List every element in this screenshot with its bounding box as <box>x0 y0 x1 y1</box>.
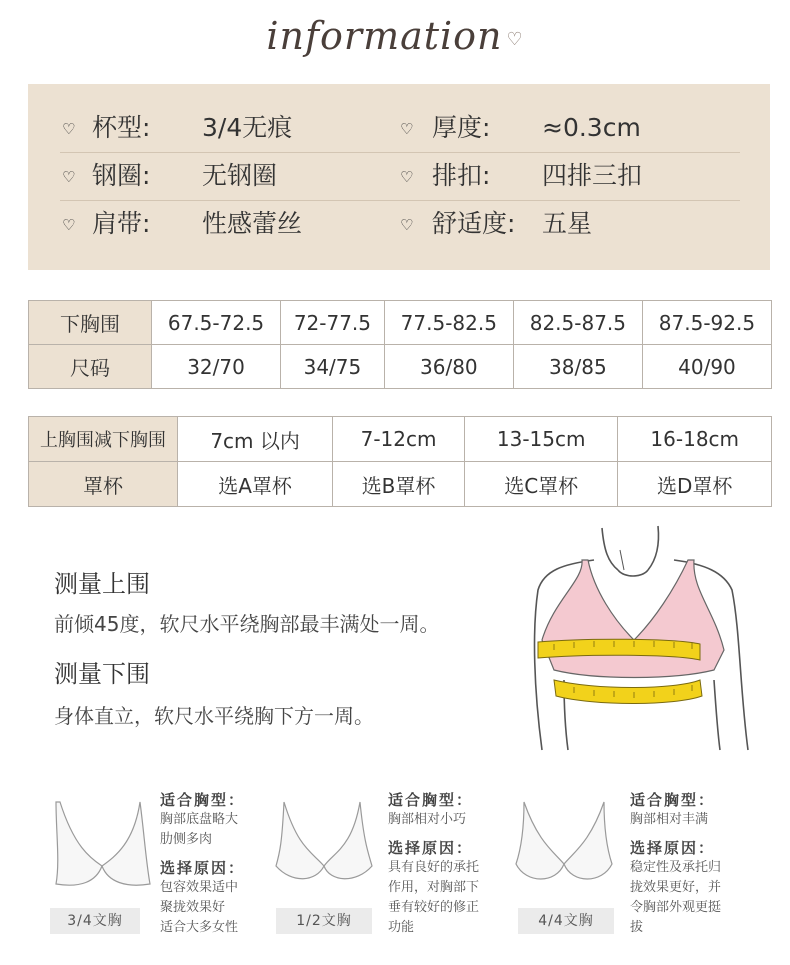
table-cell: 67.5-72.5 <box>152 301 281 345</box>
lower-tape <box>554 680 702 704</box>
bra-type-label: 3/4文胸 <box>50 908 140 934</box>
reason-text-line: 垂有较好的修正 <box>388 900 480 915</box>
info-value: 3/4无痕 <box>202 113 293 142</box>
table-cell: 34/75 <box>281 345 385 389</box>
table-cell: 72-77.5 <box>281 301 385 345</box>
bra-type-label: 1/2文胸 <box>276 908 372 934</box>
heart-icon: ♡ <box>62 216 76 234</box>
bra-type-description <box>160 790 286 938</box>
heart-icon: ♡ <box>506 29 524 50</box>
info-value: ≈0.3cm <box>542 113 641 142</box>
table-cell: 选B罩杯 <box>333 462 465 507</box>
table-cell: 40/90 <box>642 345 771 389</box>
reason-text-line: 作用，对胸部下 <box>388 880 480 895</box>
info-value: 性感蕾丝 <box>202 209 303 238</box>
table-cell: 38/85 <box>513 345 642 389</box>
bra-3-4-image <box>50 792 154 896</box>
table-header-cell: 上胸围减下胸围 <box>29 417 178 462</box>
reason-text-line: 拢效果更好，并 <box>630 880 722 895</box>
table-cell: 32/70 <box>152 345 281 389</box>
bra-1-2-image <box>272 792 376 896</box>
table-cell: 16-18cm <box>618 417 772 462</box>
table-row <box>29 417 772 462</box>
heart-icon: ♡ <box>400 168 414 186</box>
reason-text-line: 令胸部外观更挺 <box>630 900 722 915</box>
table-cell: 87.5-92.5 <box>642 301 771 345</box>
reason-text-line: 具有良好的承托 <box>388 860 480 875</box>
fit-text-line: 胸部相对丰满 <box>630 812 709 827</box>
bra-type-card <box>48 790 288 950</box>
table-cell: 36/80 <box>384 345 513 389</box>
reason-title: 选择原因： <box>630 839 716 857</box>
reason-title: 选择原因： <box>388 839 474 857</box>
fit-text-line: 肋侧多肉 <box>160 832 213 847</box>
measure-upper-title: 测量上围 <box>54 570 150 598</box>
info-label: 肩带: <box>92 209 151 238</box>
fit-title: 适合胸型： <box>160 791 246 809</box>
reason-text-line: 适合大多女性 <box>160 920 239 935</box>
fit-title: 适合胸型： <box>630 791 716 809</box>
info-label: 厚度: <box>432 113 491 142</box>
measure-lower-text: 身体直立，软尺水平绕胸下方一周。 <box>54 704 374 728</box>
page-title <box>0 14 790 58</box>
table-cell: 选A罩杯 <box>178 462 333 507</box>
bra-type-card <box>512 790 752 950</box>
reason-text-line: 稳定性及承托归 <box>630 860 722 875</box>
fit-text-line: 胸部底盘略大 <box>160 812 239 827</box>
heart-icon: ♡ <box>400 120 414 138</box>
table-cell: 77.5-82.5 <box>384 301 513 345</box>
info-label: 舒适度: <box>432 209 516 238</box>
bra-type-label: 4/4文胸 <box>518 908 614 934</box>
table-header-cell: 尺码 <box>29 345 152 389</box>
info-label: 钢圈: <box>92 161 151 190</box>
fit-title: 适合胸型： <box>388 791 474 809</box>
table-cell: 7-12cm <box>333 417 465 462</box>
heart-icon: ♡ <box>400 216 414 234</box>
table-cell: 13-15cm <box>464 417 618 462</box>
info-label: 排扣: <box>432 161 491 190</box>
size-table <box>28 300 772 389</box>
reason-text-line: 包容效果适中 <box>160 880 239 895</box>
info-label: 杯型: <box>92 113 151 142</box>
table-header-cell: 罩杯 <box>29 462 178 507</box>
table-row <box>29 462 772 507</box>
measure-lower-title: 测量下围 <box>54 660 150 688</box>
bra-4-4-image <box>512 792 616 896</box>
title-text: information <box>266 14 503 58</box>
info-value: 五星 <box>542 209 593 238</box>
reason-title: 选择原因： <box>160 859 246 877</box>
table-header-cell: 下胸围 <box>29 301 152 345</box>
bra-type-description <box>388 790 514 938</box>
info-row <box>60 200 740 248</box>
info-row <box>60 104 740 153</box>
table-cell: 选C罩杯 <box>464 462 618 507</box>
table-row <box>29 345 772 389</box>
bra-type-description <box>630 790 756 938</box>
info-value: 无钢圈 <box>202 161 278 190</box>
table-cell: 82.5-87.5 <box>513 301 642 345</box>
info-row <box>60 152 740 201</box>
table-cell: 选D罩杯 <box>618 462 772 507</box>
heart-icon: ♡ <box>62 120 76 138</box>
table-cell: 7cm 以内 <box>178 417 333 462</box>
table-row <box>29 301 772 345</box>
fit-text-line: 胸部相对小巧 <box>388 812 467 827</box>
measurement-illustration <box>524 520 764 760</box>
info-value: 四排三扣 <box>542 161 643 190</box>
bra-shape <box>542 560 724 678</box>
reason-text-line: 聚拢效果好 <box>160 900 226 915</box>
heart-icon: ♡ <box>62 168 76 186</box>
cup-table <box>28 416 772 507</box>
reason-text-line: 功能 <box>388 920 415 935</box>
bra-type-card <box>276 790 516 950</box>
info-panel <box>28 84 770 270</box>
measure-upper-text: 前倾45度，软尺水平绕胸部最丰满处一周。 <box>54 612 440 636</box>
reason-text-line: 拔 <box>630 920 644 935</box>
